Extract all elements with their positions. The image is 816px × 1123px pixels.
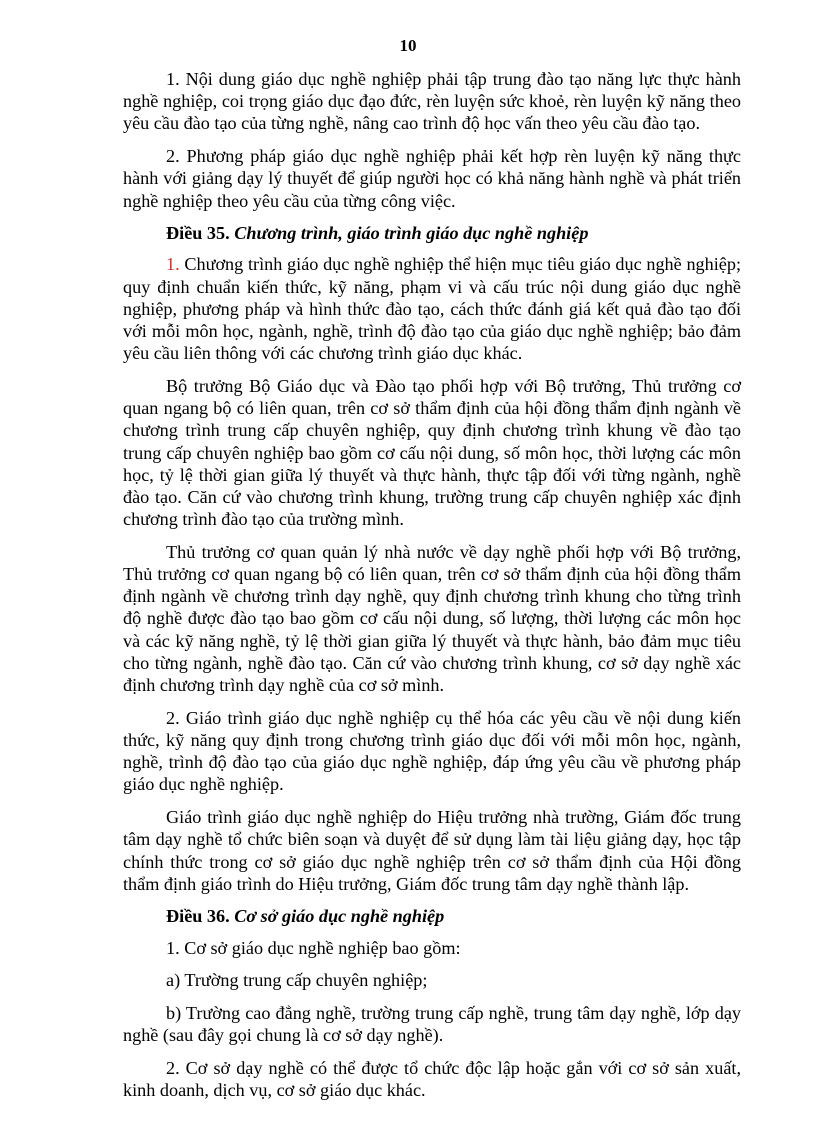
article-35-clause-1 <box>123 253 741 364</box>
article-35-paragraph-textbooks: Giáo trình giáo dục nghề nghiệp do Hiệu trưởng nhà trường, Giám đốc trung tâm dạy nghề tổ chức biên soạn và duyệt để sử dụng làm tài liệu giảng dạy, học tập chính thức trong cơ sở giáo dục nghề nghiệp trên cơ sở thẩm định của Hội đồng thẩm định giáo trình do Hiệu trưởng, Giám đốc trung tâm dạy nghề thành lập. <box>123 807 741 894</box>
paragraph-method-requirements: 2. Phương pháp giáo dục nghề nghiệp phải kết hợp rèn luyện kỹ năng thực hành với giảng dạy lý thuyết để giúp người học có khả năng hành nghề và phát triển nghề nghiệp theo yêu cầu của từng công việc. <box>123 146 741 211</box>
article-35-clause-2: 2. Giáo trình giáo dục nghề nghiệp cụ thể hóa các yêu cầu về nội dung kiến thức, kỹ năng quy định trong chương trình giáo dục đối với mỗi môn học, ngành, nghề, trình độ đào tạo của giáo dục nghề nghiệp, đáp ứng yêu cầu về phương pháp giáo dục nghề nghiệp. <box>123 707 741 795</box>
document-body <box>123 68 741 1112</box>
clause-number: 1. <box>166 254 180 275</box>
article-36-title: Cơ sở giáo dục nghề nghiệp <box>234 906 445 927</box>
paragraph-content-requirements: 1. Nội dung giáo dục nghề nghiệp phải tập trung đào tạo năng lực thực hành nghề nghiệp, coi trọng giáo dục đạo đức, rèn luyện sức khoẻ, rèn luyện kỹ năng theo yêu cầu đào tạo của từng nghề, nâng cao trình độ học vấn theo yêu cầu đào tạo. <box>123 69 741 134</box>
article-35-paragraph-moet: Bộ trưởng Bộ Giáo dục và Đào tạo phối hợp với Bộ trưởng, Thủ trưởng cơ quan ngang bộ có liên quan, trên cơ sở thẩm định của hội đồng thẩm định ngành về chương trình trung cấp chuyên nghiệp, quy định chương trình khung về đào tạo trung cấp chuyên nghiệp bao gồm cơ cấu nội dung, số môn học, thời lượng các môn học, tỷ lệ thời gian giữa lý thuyết và thực hành, thực tập đối với từng ngành, nghề đào tạo. Căn cứ vào chương trình khung, trường trung cấp chuyên nghiệp xác định chương trình đào tạo của trường mình. <box>123 375 741 530</box>
clause-text: Chương trình giáo dục nghề nghiệp thể hiện mục tiêu giáo dục nghề nghiệp; quy định chuẩn kiến thức, kỹ năng, phạm vi và cấu trúc nội dung giáo dục nghề nghiệp, phương pháp và hình thức đào tạo, cách thức đánh giá kết quả đào tạo đối với mỗi môn học, ngành, nghề, trình độ đào tạo của giáo dục nghề nghiệp; bảo đảm yêu cầu liên thông với các chương trình giáo dục khác. <box>123 254 741 364</box>
article-35-heading <box>123 222 741 244</box>
article-36-label: Điều 36. <box>166 906 230 927</box>
article-36-heading <box>123 905 741 927</box>
article-36-item-a: a) Trường trung cấp chuyên nghiệp; <box>166 970 428 991</box>
article-36-clause-1: 1. Cơ sở giáo dục nghề nghiệp bao gồm: <box>166 937 461 958</box>
article-36-item-b: b) Trường cao đẳng nghề, trường trung cấp nghề, trung tâm dạy nghề, lớp dạy nghề (sau đây gọi chung là cơ sở dạy nghề). <box>123 1003 741 1046</box>
article-35-label: Điều 35. <box>166 223 230 244</box>
article-35-paragraph-vocational-authority: Thủ trưởng cơ quan quản lý nhà nước về dạy nghề phối hợp với Bộ trưởng, Thủ trưởng cơ quan ngang bộ có liên quan, trên cơ sở thẩm định của hội đồng thẩm định ngành về chương trình dạy nghề, quy định chương trình khung cho từng trình độ nghề được đào tạo bao gồm cơ cấu nội dung, số lượng, thời lượng các môn học và các kỹ năng nghề, tỷ lệ thời gian giữa lý thuyết và thực hành, bảo đảm mục tiêu cho từng ngành, nghề đào tạo. Căn cứ vào chương trình khung, cơ sở dạy nghề xác định chương trình dạy nghề của cơ sở mình. <box>123 541 741 696</box>
article-35-title: Chương trình, giáo trình giáo dục nghề nghiệp <box>234 223 589 244</box>
page-number: 10 <box>399 36 417 55</box>
article-36-clause-2: 2. Cơ sở dạy nghề có thể được tổ chức độc lập hoặc gắn với cơ sở sản xuất, kinh doanh, dịch vụ, cơ sở giáo dục khác. <box>123 1057 741 1101</box>
